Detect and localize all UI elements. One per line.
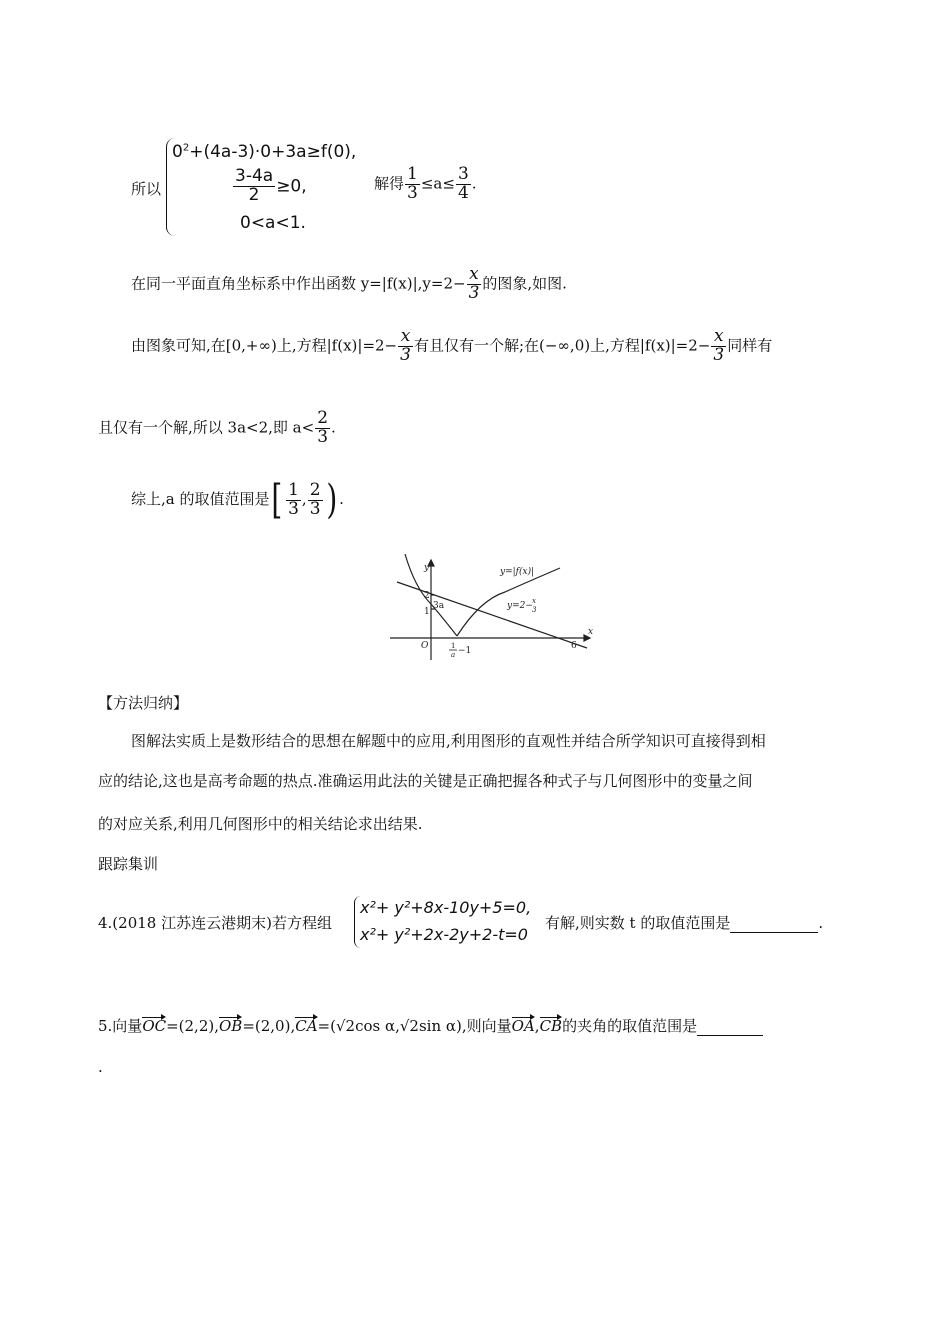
method-title: 【方法归纳】 [98,694,189,712]
line-label-den: 3 [532,606,537,614]
q4-equation-1: x²+ y²+8x-10y+5=0, [360,898,532,917]
q4-equation-2: x²+ y²+2x-2y+2-t=0 [360,925,528,944]
system-line-1: $0^2+(4a-3)\cdot 0+3a\ge f(0)$, [172,142,357,162]
tick-2: 2 [424,591,430,601]
x-axis-label: x [588,627,594,637]
q5-answer-blank[interactable] [697,1017,763,1036]
paragraph-4: 综上,a 的取值范围是[ $\frac{1}{3}$ , $\frac{2}{3}$ ) . [131,477,344,523]
paragraph-3: 且仅有一个解,所以 3a<2,即 a< $\frac{2}{3}$ . [98,408,336,447]
q4-answer-blank[interactable] [730,914,818,933]
q4-prefix: 4.(2018 江苏连云港期末)若方程组 [98,914,332,932]
method-line-3: 的对应关系,利用几何图形中的相关结论求出结果. [98,815,423,833]
line-label-num: x [532,597,536,605]
method-line-2: 应的结论,这也是高考命题的热点.准确运用此法的关键是正确把握各种式子与几何图形中的变量之间 [98,772,753,790]
paragraph-2: 由图象可知,在[0,+∞)上,方程|f(x)|=2− $\frac{x}{3}$ 有且仅有一个解;在(−∞,0)上,方程|f(x)|=2− $\frac{x}{3}$ 同样有 [131,326,773,365]
method-line-1: 图解法实质上是数形结合的思想在解题中的应用,利用图形的直观性并结合所学知识可直接得到相 [131,732,766,750]
tick-3a: 3a [433,601,445,611]
solve-result: 解得 $\frac{1}{3}$ ≤a≤ $\frac{3}{4}$ . [374,164,477,203]
tick-1-over-a-den: a [451,651,456,659]
question-5: 5.向量OC=(2,2),OB=(2,0),CA=(√2cos α,√2sin α),则向量OA,CB的夹角的取值范围是 [98,1015,763,1036]
q4-suffix: 有解,则实数 t 的取值范围是 . [545,914,824,932]
paragraph-1: 在同一平面直角坐标系中作出函数 y=|f(x)|,y=2− $\frac{x}{3}$ 的图象,如图. [131,264,567,303]
tick-minus-1: −1 [458,646,472,656]
system-line-2: $\frac{3-4a}{2}$ ≥0, [235,166,307,205]
system-line-3: 0<a<1. [240,213,306,233]
tick-6: 6 [571,641,577,651]
tick-1-over-a: 1 [451,642,456,650]
tick-1: 1 [424,607,430,617]
q5-dot: . [98,1058,103,1076]
training-title: 跟踪集训 [98,855,159,873]
y-axis-label: y [424,563,430,573]
curve-label: y=|f(x)| [500,567,535,577]
origin-label: O [421,641,429,651]
system-label: 所以 [131,180,162,198]
function-graph [385,552,600,662]
line-label: y=2− [507,601,533,611]
